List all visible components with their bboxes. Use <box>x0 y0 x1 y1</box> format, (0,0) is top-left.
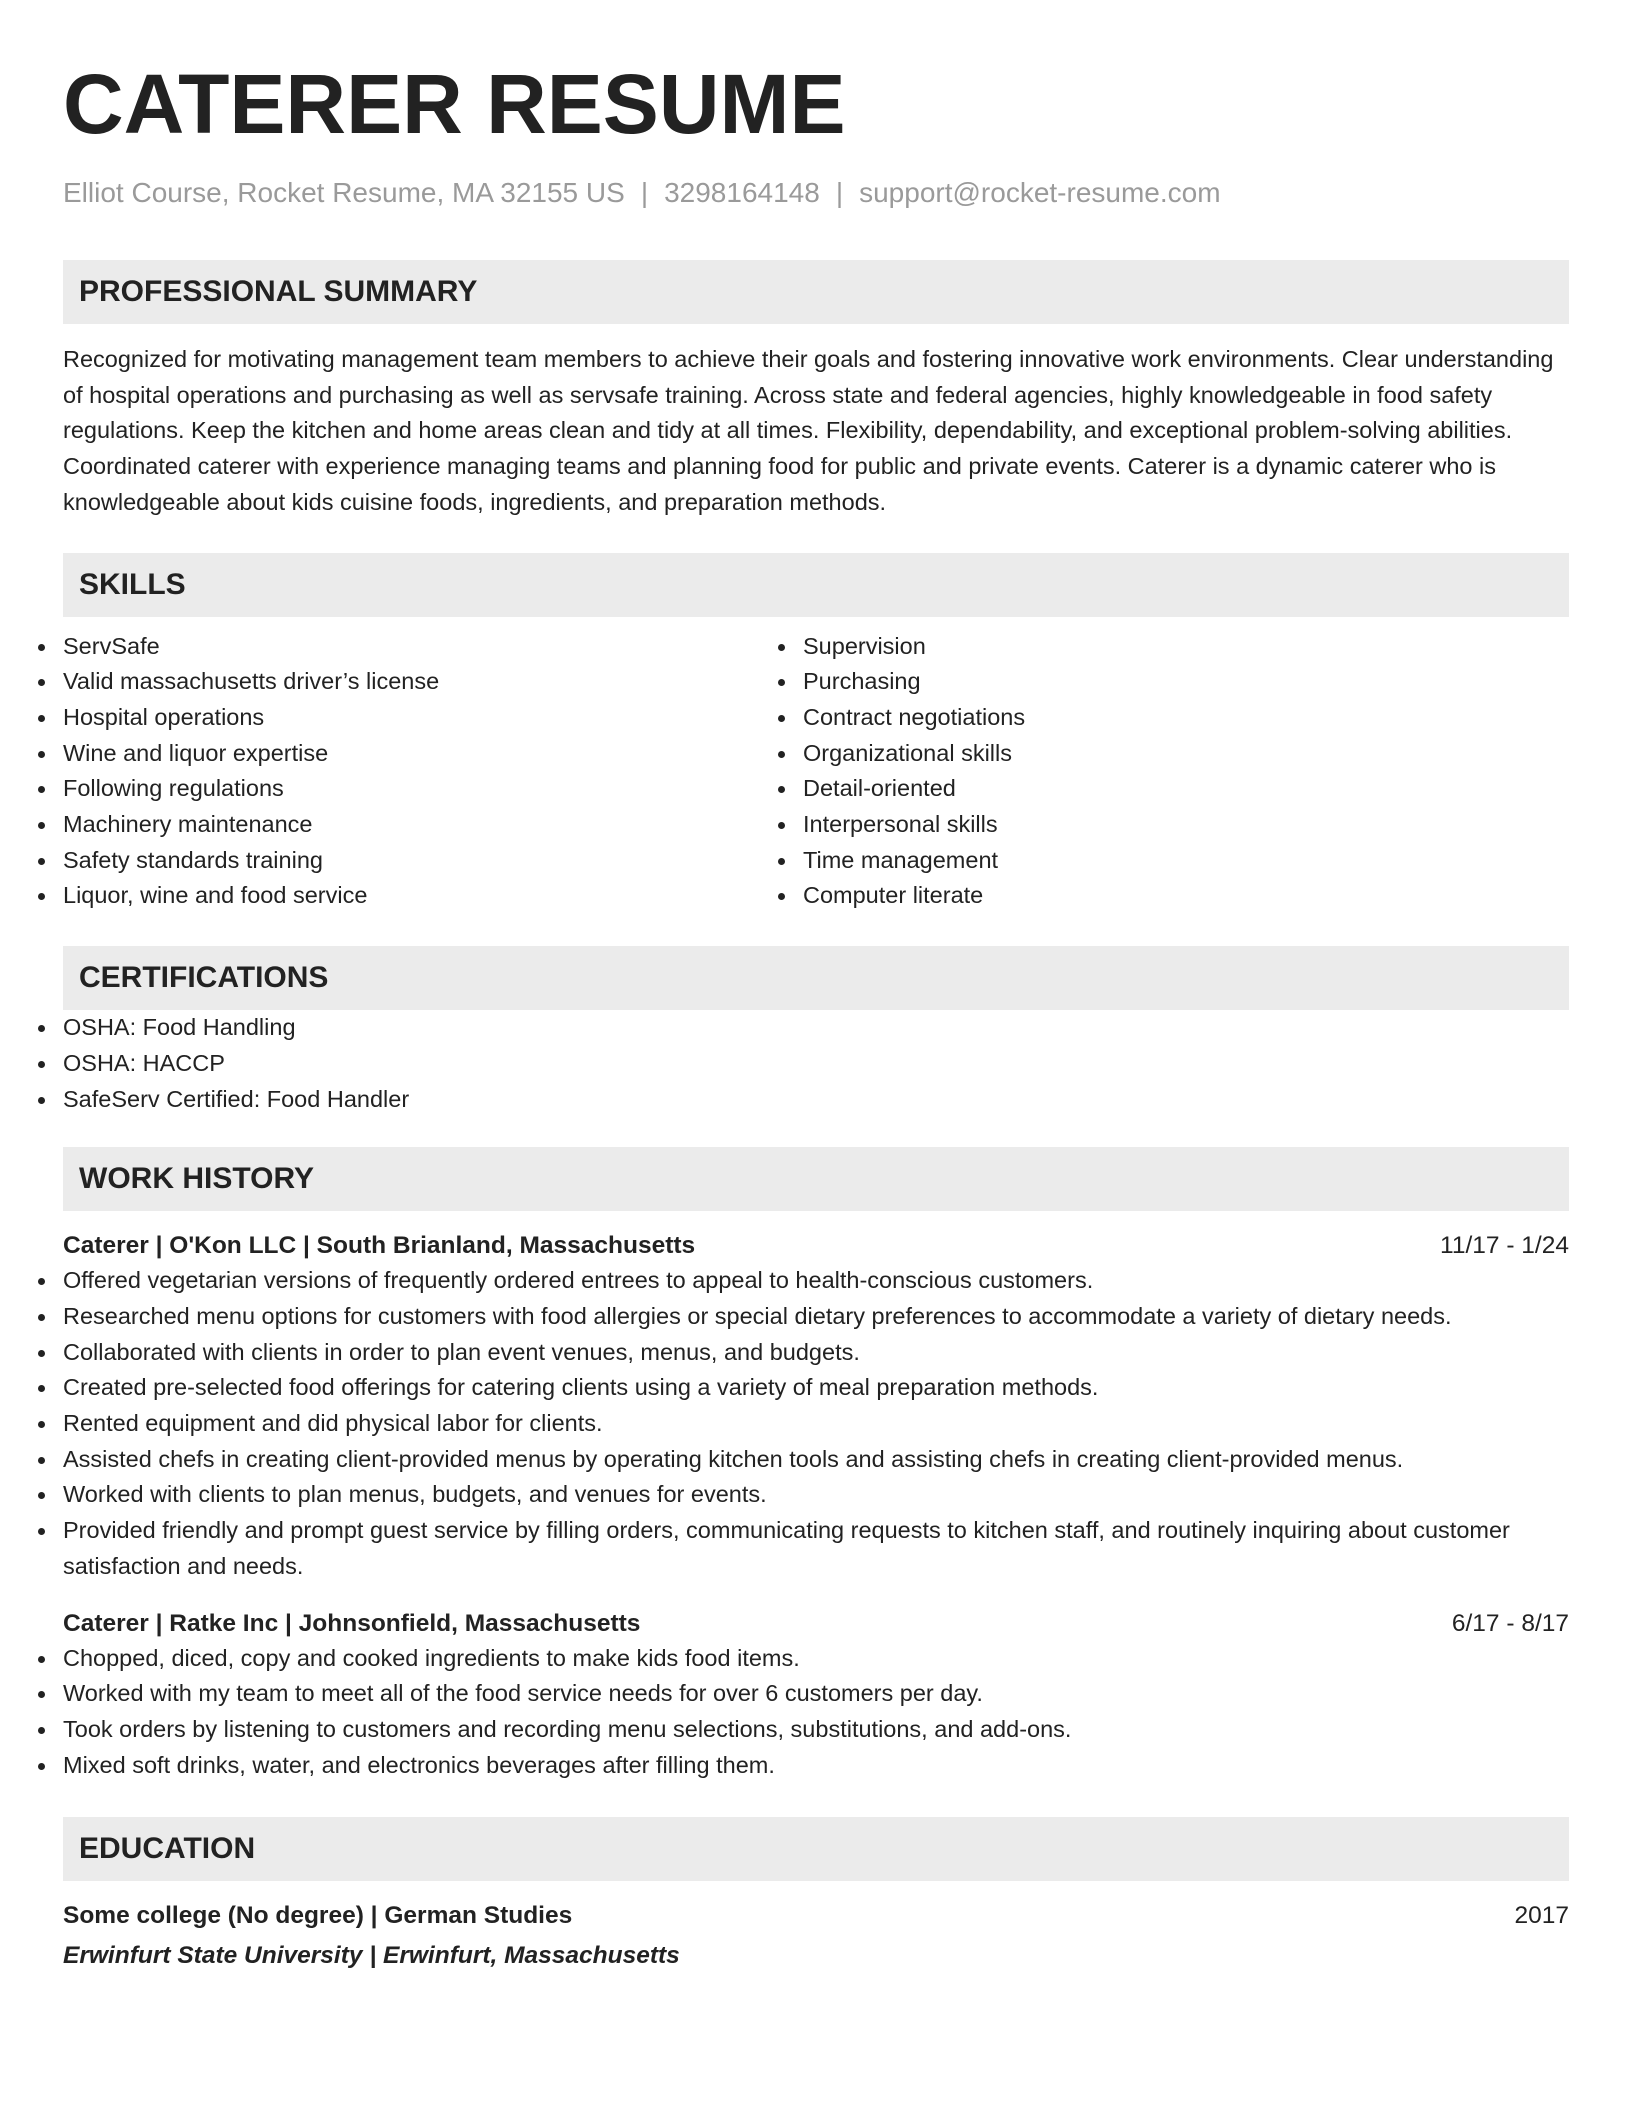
job-title: Caterer | O'Kon LLC | South Brianland, Massachusetts <box>63 1232 696 1260</box>
job-header <box>63 1229 1569 1263</box>
skill-item: Valid massachusetts driver’s license <box>63 664 803 700</box>
job-bullet: Mixed soft drinks, water, and electronics beverages after filling them. <box>63 1748 1569 1784</box>
job-dates: 11/17 - 1/24 <box>1440 1232 1569 1260</box>
skill-item: Contract negotiations <box>803 700 1543 736</box>
skill-item: Time management <box>803 843 1543 879</box>
certification-item: OSHA: Food Handling <box>63 1010 1569 1046</box>
contact-separator: | <box>835 177 844 208</box>
certification-item: OSHA: HACCP <box>63 1046 1569 1082</box>
skill-item: Detail-oriented <box>803 771 1543 807</box>
contact-line <box>63 176 1569 210</box>
job-bullet: Assisted chefs in creating client-provided menus by operating kitchen tools and assisting chefs in creating client-provided menus. <box>63 1442 1569 1478</box>
education-year: 2017 <box>1514 1902 1569 1930</box>
skill-item: ServSafe <box>63 629 803 665</box>
skill-item: Safety standards training <box>63 843 803 879</box>
section-heading: PROFESSIONAL SUMMARY <box>79 275 478 308</box>
section-heading: SKILLS <box>79 567 186 601</box>
job-bullet-list <box>63 1263 1569 1584</box>
job-dates: 6/17 - 8/17 <box>1451 1609 1569 1637</box>
section-heading: CERTIFICATIONS <box>79 961 329 995</box>
job-bullet: Worked with clients to plan menus, budgets, and venues for events. <box>63 1477 1569 1513</box>
section-header-summary <box>63 260 1569 324</box>
skills-list-left <box>63 629 803 915</box>
education-school: Erwinfurt State University | Erwinfurt, Massachusetts <box>63 1942 680 1970</box>
skill-item: Organizational skills <box>803 736 1543 772</box>
job-bullet: Researched menu options for customers with food allergies or special dietary preferences to accommodate a variety of dietary needs. <box>63 1299 1569 1335</box>
contact-separator: | <box>640 177 649 208</box>
job-bullet: Collaborated with clients in order to plan event venues, menus, and budgets. <box>63 1335 1569 1371</box>
job-bullet: Created pre-selected food offerings for catering clients using a variety of meal preparation methods. <box>63 1370 1569 1406</box>
skill-item: Purchasing <box>803 664 1543 700</box>
job-bullet: Worked with my team to meet all of the food service needs for over 6 customers per day. <box>63 1676 1569 1712</box>
section-header-work-history <box>63 1147 1569 1211</box>
job-title: Caterer | Ratke Inc | Johnsonfield, Massachusetts <box>63 1609 641 1637</box>
skill-item: Interpersonal skills <box>803 807 1543 843</box>
skill-item: Supervision <box>803 629 1543 665</box>
contact-phone: 3298164148 <box>664 177 820 208</box>
job-bullet: Took orders by listening to customers and recording menu selections, substitutions, and add-ons. <box>63 1712 1569 1748</box>
job-bullet: Offered vegetarian versions of frequently ordered entrees to appeal to health-conscious customers. <box>63 1263 1569 1299</box>
job-bullet: Chopped, diced, copy and cooked ingredients to make kids food items. <box>63 1641 1569 1677</box>
section-header-skills <box>63 553 1569 617</box>
skills-list-right <box>803 629 1543 915</box>
section-header-education <box>63 1817 1569 1881</box>
job-bullet: Rented equipment and did physical labor for clients. <box>63 1406 1569 1442</box>
skill-item: Following regulations <box>63 771 803 807</box>
skill-item: Hospital operations <box>63 700 803 736</box>
section-header-certifications <box>63 946 1569 1010</box>
summary-text: Recognized for motivating management team members to achieve their goals and fostering innovative work environments. Clear understanding of hospital operations and purchasing as well as servsafe training. Across state and federal agencies, highly knowledgeable in food safety regulations. Keep the kitchen and home areas clean and tidy at all times. Flexibility, dependability, and exceptional problem-solving abilities. Coordinated caterer with experience managing teams and planning food for public and private events. Caterer is a dynamic caterer who is knowledgeable about kids cuisine foods, ingredients, and preparation methods. <box>63 346 1554 515</box>
skill-item: Liquor, wine and food service <box>63 878 803 914</box>
contact-email: support@rocket-resume.com <box>859 177 1221 208</box>
education-degree: Some college (No degree) | German Studies <box>63 1902 573 1930</box>
skill-item: Computer literate <box>803 878 1543 914</box>
skill-item: Machinery maintenance <box>63 807 803 843</box>
section-heading: EDUCATION <box>79 1832 256 1866</box>
skills-columns <box>63 629 1569 915</box>
job-header <box>63 1607 1569 1641</box>
job-bullet: Provided friendly and prompt guest service by filling orders, communicating requests to kitchen staff, and routinely inquiring about customer satisfaction and needs. <box>63 1513 1569 1584</box>
certifications-list <box>63 1010 1569 1117</box>
education-header <box>63 1899 1569 1933</box>
job-bullet-list <box>63 1641 1569 1784</box>
section-heading: WORK HISTORY <box>79 1162 315 1196</box>
resume-title: CATERER RESUME <box>63 57 846 151</box>
certification-item: SafeServ Certified: Food Handler <box>63 1082 1569 1118</box>
skill-item: Wine and liquor expertise <box>63 736 803 772</box>
contact-address: Elliot Course, Rocket Resume, MA 32155 US <box>63 177 625 208</box>
